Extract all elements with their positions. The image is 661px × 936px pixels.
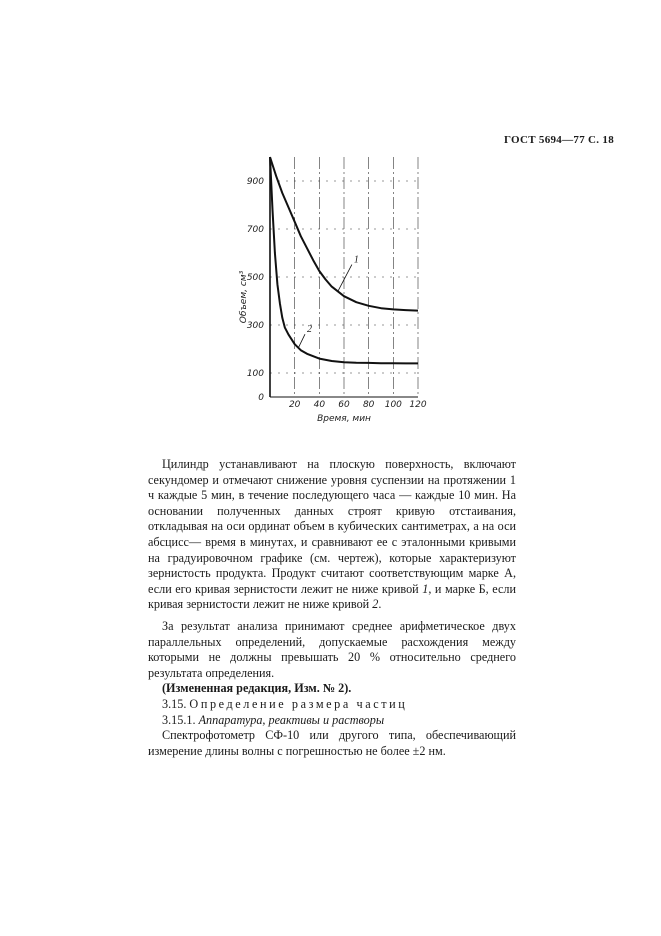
x-tick-label: 60 [338,400,350,410]
y-axis-label: Объем, см³ [239,270,249,324]
y-tick-label: 100 [246,369,264,379]
curve-label-1: 1 [353,254,359,266]
x-tick-label: 20 [288,400,301,410]
y-tick-label: 900 [246,177,264,187]
paragraph-procedure-end: . [378,597,382,612]
curve-ref-1: 1 [422,581,429,596]
subsection-heading [148,713,516,729]
paragraph-procedure-mid: , и марке Б, если кривая зернистости лежит не ниже кривой [148,581,516,612]
y-tick-label: 500 [246,273,264,283]
y-tick-label: 0 [258,393,264,403]
subsection-title: Аппаратура, реактивы и растворы [198,712,385,727]
y-tick-label: 300 [246,321,264,331]
x-tick-label: 100 [384,400,402,410]
body-text [148,457,516,759]
curve-ref-2: 2 [372,597,379,612]
x-axis-label: Время, мин [317,414,371,424]
paragraph-procedure-text: Цилиндр устанавливают на плоскую поверхность, включают секундомер и отмечают снижение уровня суспензии на протяжении 1 ч каждые 5 мин, в течение последующего часа — каждые 10 мин. На основании полученных данных строят кривую отстаивания, откладывая на оси ординат объем в кубических сантиметрах, а на оси абсцисс— время в минутах, и сравнивают ее с эталонными кривыми на градуировочном графике (см. чертеж), которые характеризуют зернистость продукта. Продукт считают соответствующим марке А, если его кривая зернистости лежит не ниже кривой [148,457,516,596]
paragraph-equipment: Спектрофотометр СФ-10 или другого типа, обеспечивающий измерение длины волны с погрешностью не более ±2 нм. [148,728,516,758]
curve-label-2: 2 [307,324,312,336]
section-title: Определение размера частиц [189,696,408,711]
x-tick-label: 120 [409,400,427,410]
paragraph-procedure [148,457,516,613]
chart-svg [228,150,438,428]
x-tick-label: 80 [362,400,375,410]
subsection-number: 3.15.1. [162,712,196,727]
section-number: 3.15. [162,696,187,711]
curve-label-leader [338,265,352,292]
paragraph-result: За результат анализа принимают среднее арифметическое двух параллельных определений, допускаемые расхождения между которыми не должны превышать 20 % относительно среднего результата определения. [148,618,516,680]
amendment-note [148,681,516,697]
y-tick-label: 700 [246,225,264,235]
sedimentation-chart [228,150,438,428]
curve-label-leader [298,334,305,348]
section-heading [148,697,516,713]
amendment-text: (Измененная редакция, Изм. № 2). [162,681,352,696]
x-tick-label: 40 [313,400,326,410]
page-header: ГОСТ 5694—77 С. 18 [503,134,614,146]
